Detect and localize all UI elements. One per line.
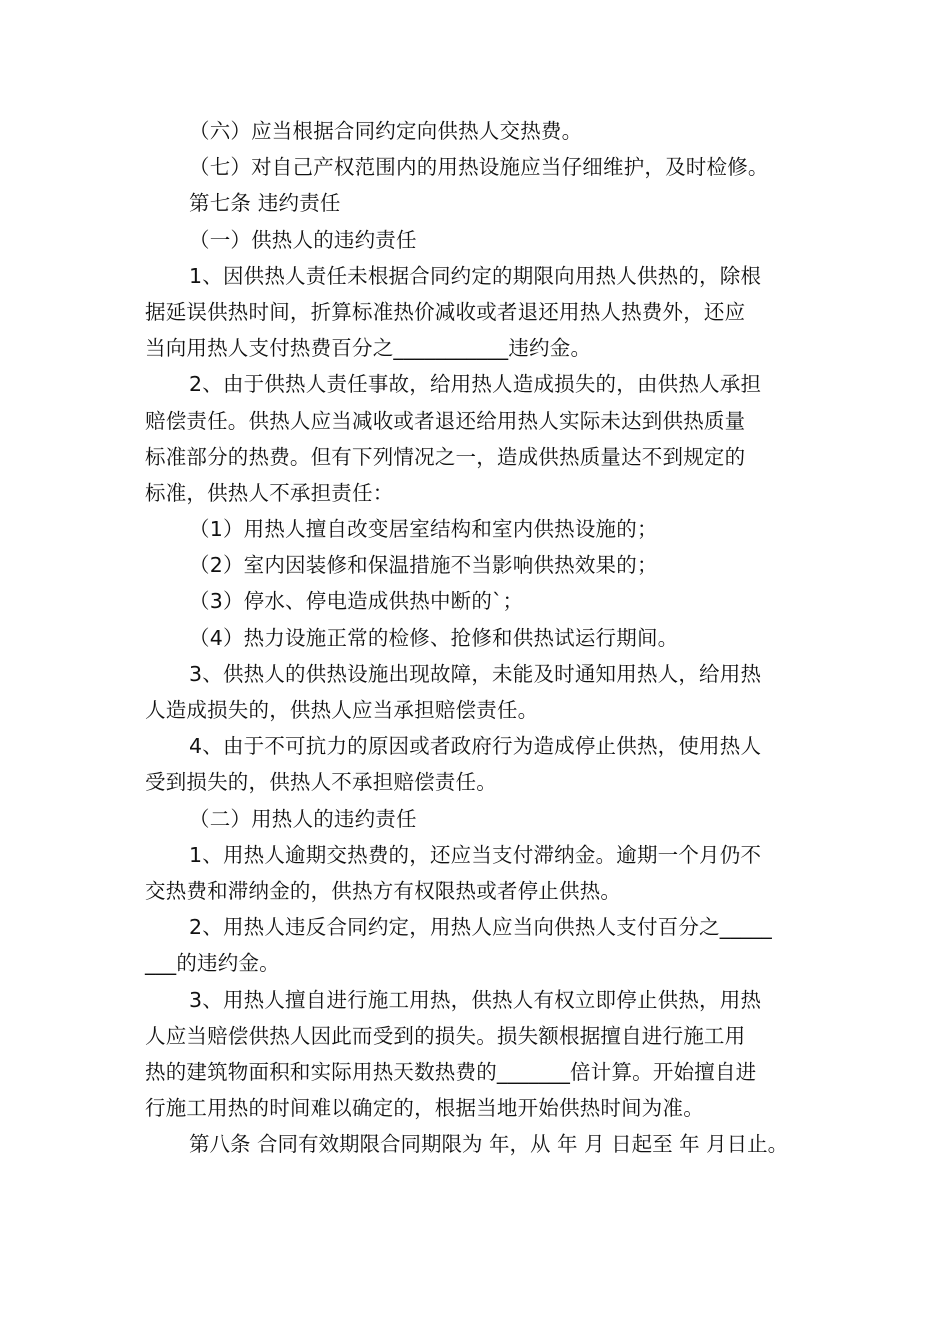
article-7-heading: 第七条 违约责任 [189, 191, 341, 216]
clause-6-6: （六）应当根据合同约定向供热人交热费。 [189, 119, 583, 143]
document-body [145, 113, 810, 1162]
paragraph-line: 人造成损失的，供热人应当承担赔偿责任。 [145, 698, 539, 722]
paragraph-line: 3、用热人擅自进行施工用热，供热人有权立即停止供热，用热 [189, 987, 762, 1012]
paragraph-line: 人应当赔偿供热人因此而受到的损失。损失额根据擅自进行施工用 [145, 1023, 746, 1048]
section-heading-supplier-liability: （一）供热人的违约责任 [189, 227, 417, 252]
list-item: （4）热力设施正常的检修、抢修和供热试运行期间。 [189, 625, 679, 650]
article-8: 第八条 合同有效期限合同期限为 年，从 年 月 日起至 年 月日止。 [189, 1132, 789, 1157]
paragraph-line: 1、因供热人责任未根据合同约定的期限向用热人供热的，除根 [189, 263, 762, 288]
paragraph-line: 3、供热人的供热设施出现故障，未能及时通知用热人，给用热 [189, 661, 762, 686]
list-item: （3）停水、停电造成供热中断的`； [189, 589, 524, 614]
list-item: （1）用热人擅自改变居室结构和室内供热设施的； [189, 517, 658, 542]
paragraph-line: 当向用热人支付热费百分之___________违约金。 [145, 336, 592, 361]
clause-6-7: （七）对自己产权范围内的用热设施应当仔细维护，及时检修。 [189, 155, 769, 180]
paragraph-line: ___的违约金。 [145, 951, 280, 976]
paragraph-line: 据延误供热时间，折算标准热价减收或者退还用热人热费外，还应 [145, 299, 746, 324]
paragraph-line: 受到损失的，供热人不承担赔偿责任。 [145, 770, 497, 795]
paragraph-line: 1、用热人逾期交热费的，还应当支付滞纳金。逾期一个月仍不 [189, 842, 762, 867]
list-item: （2）室内因装修和保温措施不当影响供热效果的； [189, 553, 658, 578]
section-heading-user-liability: （二）用热人的违约责任 [189, 806, 417, 831]
paragraph-line: 4、由于不可抗力的原因或者政府行为造成停止供热，使用热人 [189, 734, 762, 759]
paragraph-line: 标准部分的热费。但有下列情况之一，造成供热质量达不到规定的 [145, 444, 746, 469]
paragraph-line: 赔偿责任。供热人应当减收或者退还给用热人实际未达到供热质量 [145, 408, 746, 433]
paragraph-line: 2、用热人违反合同约定，用热人应当向供热人支付百分之_____ [189, 915, 772, 940]
paragraph-line: 行施工用热的时间难以确定的，根据当地开始供热时间为准。 [145, 1096, 704, 1121]
paragraph-line: 热的建筑物面积和实际用热天数热费的_______倍计算。开始擅自进 [145, 1059, 757, 1084]
paragraph-line: 标准，供热人不承担责任： [145, 480, 394, 505]
paragraph-line: 2、由于供热人责任事故，给用热人造成损失的，由供热人承担 [189, 372, 762, 397]
paragraph-line: 交热费和滞纳金的，供热方有权限热或者停止供热。 [145, 878, 622, 903]
